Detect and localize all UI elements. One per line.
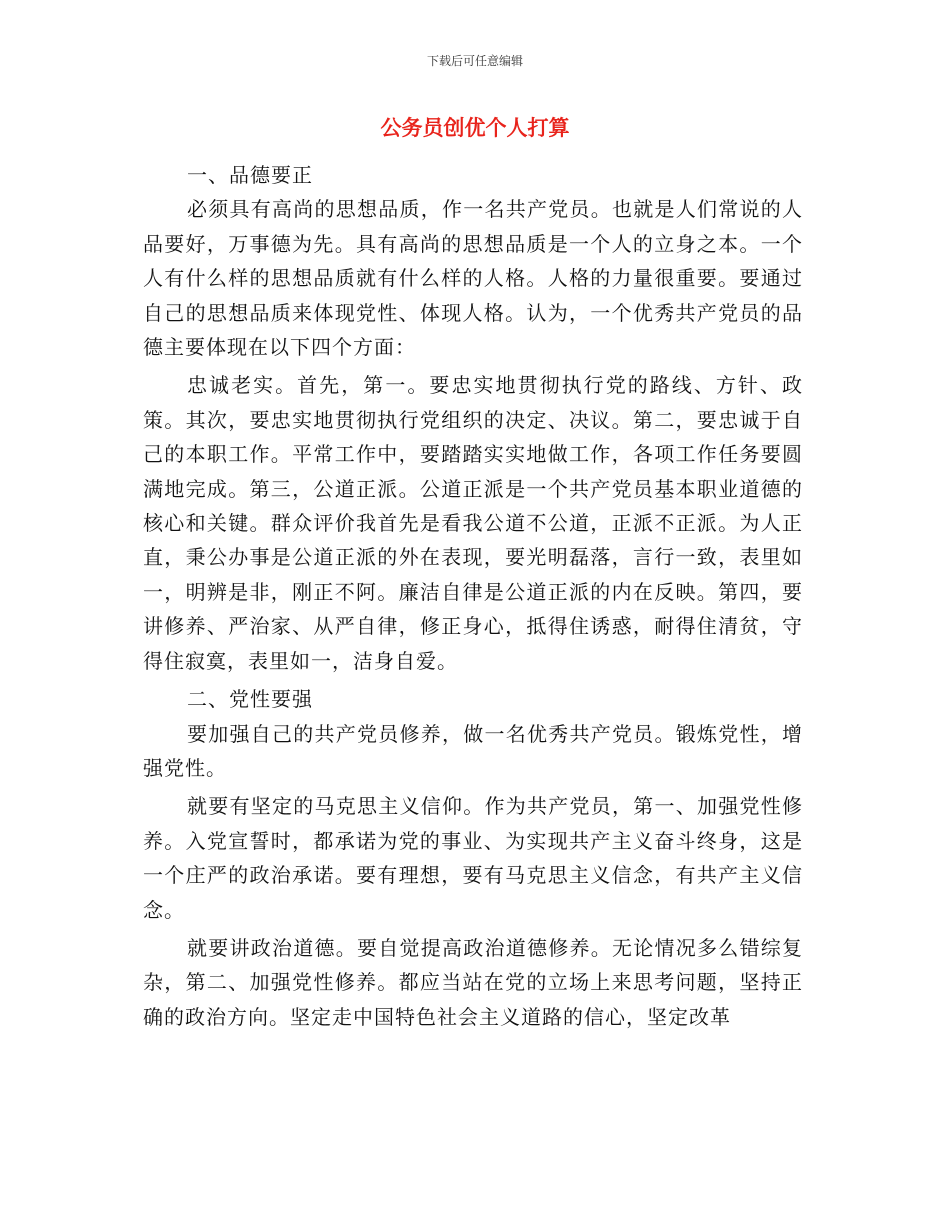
document-body [143, 158, 803, 1034]
document-title: 公务员创优个人打算 [380, 115, 570, 140]
paragraph: 就要讲政治道德。要自觉提高政治道德修养。无论情况多么错综复杂，第二、加强党性修养。都应当站在党的立场上来思考问题，坚持正确的政治方向。坚定走中国特色社会主义道路的信心，坚定改革 [143, 935, 803, 1029]
page-header-note: 下载后可任意编辑 [426, 54, 523, 68]
paragraph: 忠诚老实。首先，第一。要忠实地贯彻执行党的路线、方针、政策。其次，要忠实地贯彻执行党组织的决定、决议。第二，要忠诚于自己的本职工作。平常工作中，要踏踏实实地做工作，各项工作任务要圆满地完成。第三，公道正派。公道正派是一个共产党员基本职业道德的核心和关键。群众评价我首先是看我公道不公道，正派不正派。为人正直，秉公办事是公道正派的外在表现，要光明磊落，言行一致，表里如一，明辨是非，刚正不阿。廉洁自律是公道正派的内在反映。第四，要讲修养、严治家、从严自律，修正身心，抵得住诱惑，耐得住清贫，守得住寂寞，表里如一，洁身自爱。 [143, 373, 803, 673]
section-heading-2: 二、党性要强 [187, 687, 313, 712]
paragraph: 必须具有高尚的思想品质，作一名共产党员。也就是人们常说的人品要好，万事德为先。具有高尚的思想品质是一个人的立身之本。一个人有什么样的思想品质就有什么样的人格。人格的力量很重要。要通过自己的思想品质来体现党性、体现人格。认为，一个优秀共产党员的品德主要体现在以下四个方面： [143, 197, 803, 360]
paragraph: 就要有坚定的马克思主义信仰。作为共产党员，第一、加强党性修养。入党宣誓时，都承诺为党的事业、为实现共产主义奋斗终身，这是一个庄严的政治承诺。要有理想，要有马克思主义信念，有共产主义信念。 [143, 794, 803, 922]
paragraph: 要加强自己的共产党员修养，做一名优秀共产党员。锻炼党性，增强党性。 [143, 721, 803, 780]
section-heading-1: 一、品德要正 [187, 163, 313, 187]
